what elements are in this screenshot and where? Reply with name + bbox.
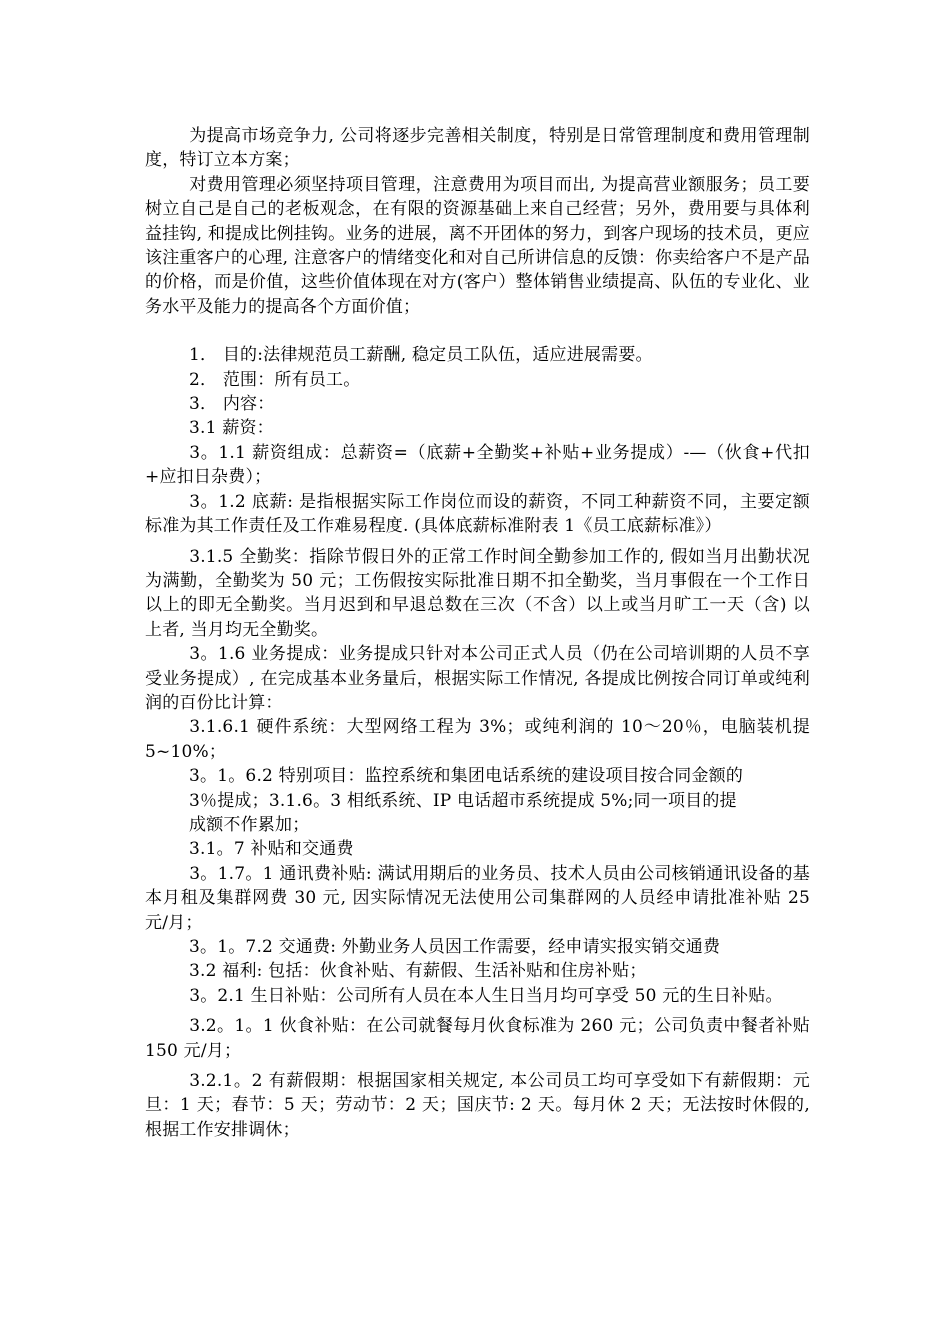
section-3-2-heading: 3.2 福利: 包括：伙食补贴、有薪假、生活补贴和住房补贴； <box>189 961 647 982</box>
blank-line <box>145 319 810 343</box>
section-3-2-1-1: 3.2。1。1 伙食补贴：在公司就餐每月伙食标准为 260 元；公司负责中餐者补贴 150 元/月； <box>145 1016 810 1061</box>
section-3-1-6-2-line2: 3％提成；3.1.6。3 相纸系统、IP 电话超市系统提成 5%;同一项目的提 <box>189 790 737 811</box>
section-3-2-1: 3。2.1 生日补贴：公司所有人员在本人生日当月均可享受 50 元的生日补贴。 <box>189 985 783 1006</box>
section-3-1-7-2: 3。1。7.2 交通费: 外勤业务人员因工作需要，经申请实报实销交通费 <box>189 937 721 957</box>
item-purpose: 1． 目的:法律规范员工薪酬, 稳定员工队伍，适应进展需要。 <box>189 345 653 366</box>
document-body <box>145 124 810 1142</box>
section-3-1-2: 3。1.2 底薪: 是指根据实际工作岗位而设的薪资，不同工种薪资不同，主要定额标准为其工作责任及工作难易程度. (具体底薪标准附表 1《员工底薪标准》） <box>145 491 810 537</box>
section-3-1-heading: 3.1 薪资： <box>189 418 274 439</box>
section-3-1-6-2-line3: 成额不作累加； <box>189 814 310 835</box>
section-3-1-6-2-line1: 3。1。6.2 特别项目：监控系统和集团电话系统的建设项目按合同金额的 <box>189 766 744 787</box>
section-3-1-6: 3。1.6 业务提成：业务提成只针对本公司正式人员（仍在公司培训期的人员不享受业务提成）, 在完成基本业务量后，根据实际工作情况, 各提成比例按合同订单或纯利润的百份比计算： <box>145 644 810 713</box>
section-3-1-7-1: 3。1.7。1 通讯费补贴: 满试用期后的业务员、技术人员由公司核销通讯设备的基本月租及集群网费 30 元, 因实际情况无法使用公司集群网的人员经申请批准补贴 25 元/月； <box>145 863 810 933</box>
item-content: 3． 内容： <box>189 394 275 415</box>
intro-paragraph-1: 为提高市场竞争力, 公司将逐步完善相关制度，特别是日常管理制度和费用管理制度，特订立本方案； <box>145 126 810 171</box>
intro-paragraph-2: 对费用管理必须坚持项目管理，注意费用为项目而出, 为提高营业额服务；员工要树立自己是自己的老板观念，在有限的资源基础上来自己经营；另外，费用要与具体利益挂钩, 和提成比例挂钩。业务的进展，离不开团体的努力，到客户现场的技术员，更应该注重客户的心理, 注意客户的情绪变化和对自己所讲信息的反馈：你卖给客户不是产品的价格，而是价值，这些价值体现在对方(客户）整体销售业绩提高、队伍的专业化、业务水平及能力的提高各个方面价值； <box>145 174 810 317</box>
section-3-1-5: 3.1.5 全勤奖：指除节假日外的正常工作时间全勤参加工作的, 假如当月出勤状况为满勤，全勤奖为 50 元；工伤假按实际批准日期不扣全勤奖，当月事假在一个工作日以上的即无全勤奖。当月迟到和早退总数在三次（不含）以上或当月旷工一天（含) 以上者, 当月均无全勤奖。 <box>145 546 810 640</box>
section-3-1-7-heading: 3.1。7 补贴和交通费 <box>189 839 354 860</box>
section-3-1-1: 3。1.1 薪资组成：总薪资=（底薪+全勤奖+补贴+业务提成）-—（伙食+代扣+应扣日杂费）； <box>145 442 810 488</box>
section-3-1-6-1: 3.1.6.1 硬件系统：大型网络工程为 3%；或纯利润的 10～20％，电脑装机提 5~10%； <box>145 717 810 762</box>
item-scope: 2． 范围：所有员工。 <box>189 369 361 390</box>
section-3-2-1-2: 3.2.1。2 有薪假期：根据国家相关规定, 本公司员工均可享受如下有薪假期：元旦：1 天；春节：5 天；劳动节：2 天；国庆节: 2 天。每月休 2 天；无法按时休假的, 根据工作安排调休； <box>145 1071 810 1140</box>
